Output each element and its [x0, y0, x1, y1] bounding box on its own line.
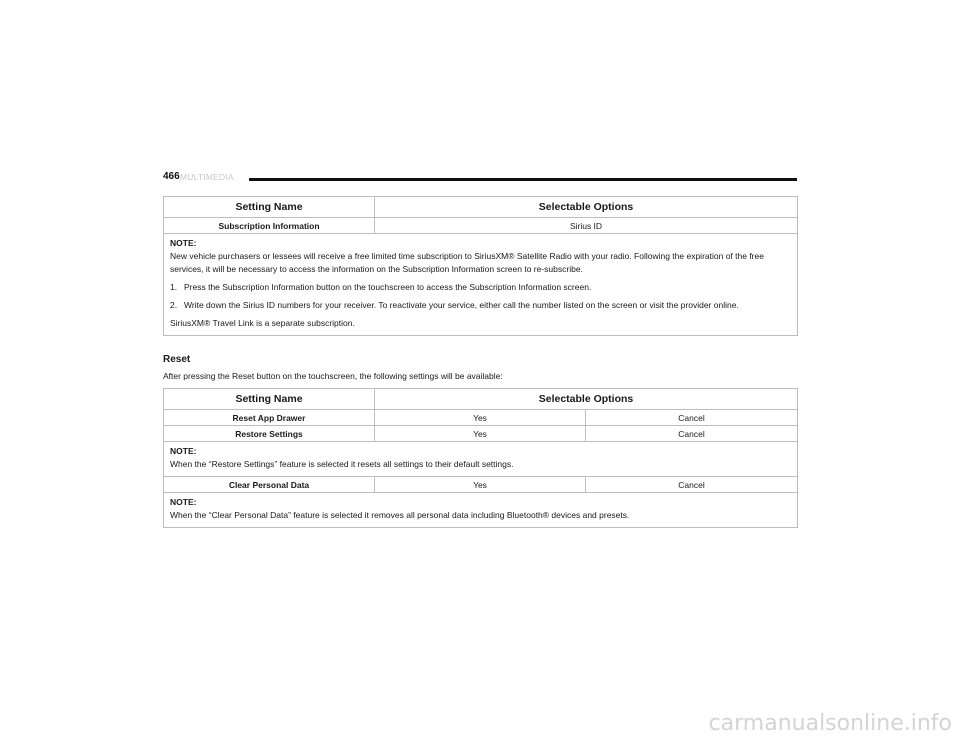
note-cell	[164, 234, 798, 336]
option-cell: Sirius ID	[375, 218, 798, 234]
page-number: 466	[163, 171, 180, 182]
col-header-setting-name: Setting Name	[164, 389, 375, 410]
reset-table	[163, 388, 798, 528]
list-item: 2. Write down the Sirius ID numbers for your receiver. To reactivate your service, either call the number listed on the screen or visit the provider online.	[170, 300, 739, 310]
note-row	[164, 442, 798, 477]
note-label: NOTE:	[170, 446, 197, 456]
table-row	[164, 218, 798, 234]
col-header-selectable-options: Selectable Options	[375, 197, 798, 218]
table-row	[164, 410, 798, 426]
note-cell	[164, 493, 798, 528]
header-rule	[249, 178, 797, 181]
reset-intro-text: After pressing the Reset button on the touchscreen, the following settings will be available:	[163, 371, 503, 381]
option-cell: Yes	[375, 477, 586, 493]
section-title: MULTIMEDIA	[180, 171, 234, 182]
page-header	[163, 171, 797, 185]
note-tail-text: SiriusXM® Travel Link is a separate subscription.	[170, 318, 355, 328]
watermark: carmanualsonline.info	[708, 711, 952, 736]
note-row	[164, 493, 798, 528]
note-text: When the “Clear Personal Data” feature is selected it removes all personal data including Bluetooth® devices and presets.	[170, 510, 630, 520]
note-label: NOTE:	[170, 497, 197, 507]
col-header-selectable-options: Selectable Options	[375, 389, 798, 410]
table-row	[164, 477, 798, 493]
option-cell: Yes	[375, 410, 586, 426]
list-item: 1. Press the Subscription Information button on the touchscreen to access the Subscription Information screen.	[170, 282, 592, 292]
option-cell: Cancel	[586, 477, 798, 493]
note-text: When the “Restore Settings” feature is selected it resets all settings to their default settings.	[170, 459, 514, 469]
setting-name-cell: Subscription Information	[164, 218, 375, 234]
note-text: New vehicle purchasers or lessees will receive a free limited time subscription to SiriusXM® Satellite Radio with your radio. Following the expiration of the free services, it will be necessary to access the information on the Subscription Information screen to re-subscribe.	[170, 251, 764, 274]
subscription-table	[163, 196, 798, 336]
option-cell: Yes	[375, 426, 586, 442]
table-row	[164, 426, 798, 442]
setting-name-cell: Clear Personal Data	[164, 477, 375, 493]
reset-heading: Reset	[163, 354, 191, 365]
note-cell	[164, 442, 798, 477]
setting-name-cell: Reset App Drawer	[164, 410, 375, 426]
steps-list	[170, 281, 791, 312]
col-header-setting-name: Setting Name	[164, 197, 375, 218]
option-cell: Cancel	[586, 426, 798, 442]
option-cell: Cancel	[586, 410, 798, 426]
setting-name-cell: Restore Settings	[164, 426, 375, 442]
note-row	[164, 234, 798, 336]
note-label: NOTE:	[170, 238, 197, 248]
